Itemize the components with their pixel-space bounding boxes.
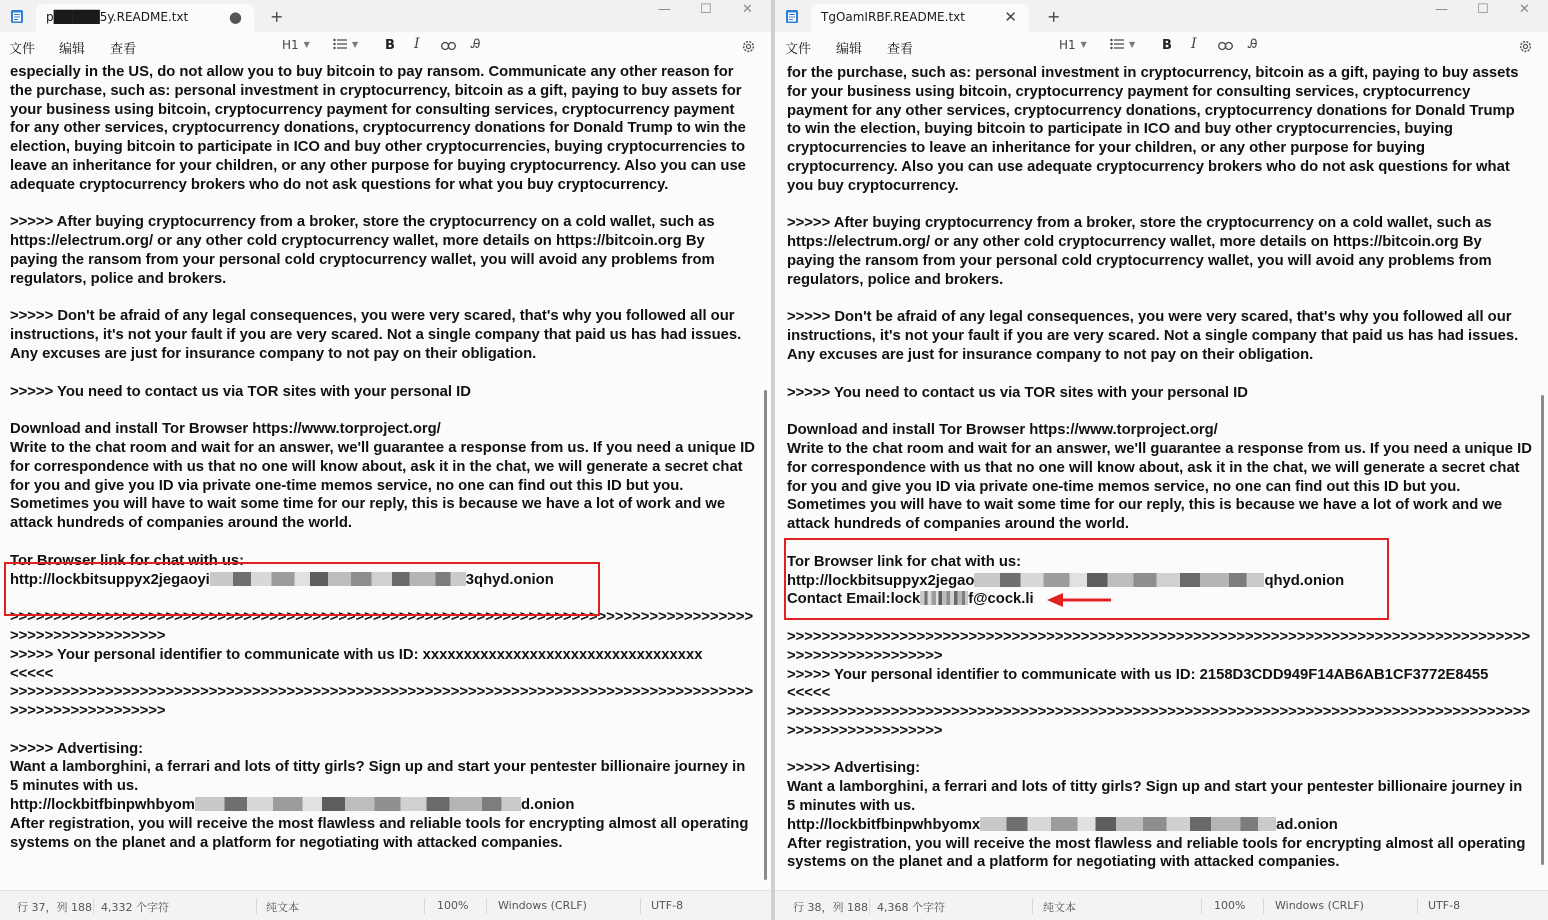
heading-dropdown[interactable] [1059, 38, 1087, 52]
paragraph: for the purchase, such as: personal investment in cryptocurrency, bitcoin as a gift, paying to buy assets for your business using bitcoin, cryptocurrency payment for consulting services, cryptocurrency payment for any other services, cryptocurrency donations, cryptocurrency donations for Donald Trump to win the election, buying bitcoin to participate in ICO and buy other cryptocurrencies, buying cryptocurrencies to leave an inheritance for your children, or any other purpose for buying cryptocurrency. Also you can use adequate cryptocurrency brokers who do not ask questions for what you buy cryptocurrency. [787, 65, 1523, 194]
divider [424, 898, 425, 914]
advertising-text: >>>>> Advertising: Want a lamborghini, a ferrari and lots of titty girls? Sign up and start your pentester billionaire journey in 5 minutes with us. [787, 760, 1523, 815]
chevrons-line: >>>>>>>>>>>>>>>>>>>>>>>>>>>>>>>>>>>>>>>>>>>>>>>>>>>>>>>>>>>>>>>>>>>>>>>>>>>>>>>>>>>>>>>>>>>>>>>>>>>>>>>> [10, 609, 754, 644]
tab-close-icon[interactable]: ✕ [1004, 8, 1017, 26]
menu-view[interactable]: 查看 [887, 42, 914, 57]
paragraph: especially in the US, do not allow you to buy bitcoin to pay ransom. Communicate any other reason for the purchase, such as: personal investment in cryptocurrency, bitcoin as a gift, paying to buy assets for your business using bitcoin, cryptocurrency payment for consulting services, cryptocurrency payment for any other services, cryptocurrency donations, cryptocurrency donations for Donald Trump to win the election, buying bitcoin to participate in ICO and buy other cryptocurrencies, buying cryptocurrencies to leave an inheritance for your children, or any other purpose for buying cryptocurrency. Also you can use adequate cryptocurrency brokers who do not ask questions for what you buy cryptocurrency. [10, 64, 751, 193]
file-tab[interactable] [36, 4, 254, 32]
divider [486, 898, 487, 914]
paragraph: >>>>> After buying cryptocurrency from a broker, store the cryptocurrency on a cold wallet, such as https://electrum.org/ or any other cold cryptocurrency wallet, more details on https://bitcoin.org By paying the ransom from your personal cold cryptocurrency wallet, you will avoid any problems from regulators, police and brokers. [10, 214, 719, 287]
divider [1032, 898, 1033, 914]
heading-label: H1 [1059, 38, 1076, 52]
paragraph: >>>>> After buying cryptocurrency from a broker, store the cryptocurrency on a cold wallet, such as https://electrum.org/ or any other cold cryptocurrency wallet, more details on https://bitcoin.org By paying the ransom from your personal cold cryptocurrency wallet, you will avoid any problems from regulators, police and brokers. [787, 215, 1496, 288]
chevrons-line: >>>>>>>>>>>>>>>>>>>>>>>>>>>>>>>>>>>>>>>>>>>>>>>>>>>>>>>>>>>>>>>>>>>>>>>>>>>>>>>>>>>>>>>>>>>>>>>>>>>>>>>> [787, 628, 1531, 664]
zoom-level[interactable]: 100% [437, 899, 469, 912]
document-text [787, 64, 1532, 872]
divider [640, 898, 641, 914]
character-count: 4,368 个字符 [877, 901, 945, 914]
divider [1263, 898, 1264, 914]
advertising-footer: After registration, you will receive the most flawless and reliable tools for encrypting almost all operating systems on the planet and a platform for negotiating with attacked companies. [787, 835, 1530, 871]
spellcheck-icon[interactable]: Ꭿ [1248, 37, 1258, 52]
menu-edit[interactable]: 编辑 [836, 42, 863, 57]
settings-gear-icon[interactable] [741, 39, 756, 54]
contact-email-start: Contact Email:lock [787, 591, 921, 608]
paragraph: >>>>> Don't be afraid of any legal consequences, you were very scared, that's why you followed all our instructions, it's not your fault if you are very scared. Not a single company that paid us has had issues. Any excuses are just for insurance company to not pay on their obligation. [787, 309, 1522, 363]
paragraph: Download and install Tor Browser https://www.torproject.org/ Write to the chat room and wait for an answer, we'll guarantee a response from us. If you need a unique ID for correspondence with us that no one will know about, ask it in the chat, we will generate a secret chat for you and give you ID via private one-time memos service, no one can find out this ID but you. Sometimes you will have to wait some time for our reply, this is because we have a lot of work and we attack hundreds of companies around the world. [10, 421, 755, 532]
tor-link-end: qhyd.onion [1264, 572, 1345, 589]
maximize-icon[interactable]: ☐ [1477, 2, 1489, 17]
advert-link-end: ad.onion [1276, 816, 1338, 833]
file-tab[interactable] [811, 4, 1029, 32]
scrollbar[interactable] [1541, 395, 1544, 865]
notepad-window-left [0, 0, 771, 920]
redacted-blur [195, 797, 521, 811]
italic-button[interactable]: I [1191, 36, 1197, 52]
tor-label: Tor Browser link for chat with us: [787, 553, 1022, 570]
chevron-down-icon: ▼ [303, 40, 310, 49]
text-format[interactable]: 纯文本 [1043, 901, 1076, 914]
spellcheck-icon[interactable]: Ꭿ [471, 37, 481, 52]
status-bar [775, 890, 1548, 920]
heading-dropdown[interactable] [282, 38, 310, 52]
maximize-icon[interactable]: ☐ [700, 2, 712, 17]
new-tab-button[interactable]: + [1047, 7, 1061, 26]
bold-button[interactable]: B [1162, 38, 1172, 53]
bullet-list-icon [1110, 38, 1124, 50]
minimize-icon[interactable]: — [1435, 2, 1448, 17]
divider [93, 898, 94, 914]
menu-file[interactable]: 文件 [785, 42, 812, 57]
cursor-position: 行 38，列 188 [793, 901, 868, 914]
advert-link-start: http://lockbitfbinpwhbyom [10, 797, 195, 814]
contact-email-end: f@cock.li [968, 591, 1034, 608]
notepad-icon [785, 8, 799, 24]
settings-gear-icon[interactable] [1518, 39, 1533, 54]
link-icon[interactable] [1218, 41, 1233, 51]
highlight-box [4, 562, 600, 616]
divider [1417, 898, 1418, 914]
chevron-down-icon: ▼ [1129, 40, 1136, 49]
paragraph: Download and install Tor Browser https://www.torproject.org/ Write to the chat room and wait for an answer, we'll guarantee a response from us. If you need a unique ID for correspondence with us that no one will know about, ask it in the chat, we will generate a secret chat for you and give you ID via private one-time memos service, no one can find out this ID but you. Sometimes you will have to wait some time for our reply, this is because we have a lot of work and we attack hundreds of companies around the world. [787, 422, 1532, 533]
document-text [10, 63, 755, 852]
tor-label: Tor Browser link for chat with us: [10, 552, 245, 569]
line-ending[interactable]: Windows (CRLF) [1275, 899, 1364, 912]
title-bar [775, 0, 1548, 32]
line-ending[interactable]: Windows (CRLF) [498, 899, 587, 912]
unsaved-indicator[interactable]: ● [228, 8, 242, 26]
heading-label: H1 [282, 38, 299, 52]
zoom-level[interactable]: 100% [1214, 899, 1246, 912]
divider [1201, 898, 1202, 914]
character-count: 4,332 个字符 [101, 901, 169, 914]
close-icon[interactable]: ✕ [1519, 2, 1530, 17]
advert-link-end: d.onion [520, 797, 575, 814]
paragraph: >>>>> You need to contact us via TOR sites with your personal ID [787, 384, 1248, 401]
bold-button[interactable]: B [385, 38, 395, 53]
tor-link-start: http://lockbitsuppyx2jegao [787, 572, 975, 589]
new-tab-button[interactable]: + [270, 7, 284, 26]
notepad-icon [10, 8, 24, 24]
text-format[interactable]: 纯文本 [266, 901, 299, 914]
tab-title: p█████5y.README.txt [46, 10, 189, 24]
title-bar [0, 0, 771, 32]
list-dropdown[interactable] [1110, 38, 1135, 52]
link-icon[interactable] [441, 41, 456, 51]
status-bar [0, 890, 771, 920]
redacted-blur [980, 817, 1276, 831]
text-editor[interactable] [0, 60, 771, 890]
tab-title: TgOamIRBF.README.txt [821, 10, 965, 24]
personal-id-line: >>>>> Your personal identifier to communicate with us ID: xxxxxxxxxxxxxxxxxxxxxxxxxxxxxxxxxx <<<<< [10, 646, 703, 682]
bullet-list-icon [333, 38, 347, 50]
chevrons-line: >>>>>>>>>>>>>>>>>>>>>>>>>>>>>>>>>>>>>>>>>>>>>>>>>>>>>>>>>>>>>>>>>>>>>>>>>>>>>>>>>>>>>>>>>>>>>>>>>>>>>>>> [10, 684, 754, 720]
chevrons-line: >>>>>>>>>>>>>>>>>>>>>>>>>>>>>>>>>>>>>>>>>>>>>>>>>>>>>>>>>>>>>>>>>>>>>>>>>>>>>>>>>>>>>>>>>>>>>>>>>>>>>>>> [787, 704, 1531, 739]
notepad-window-right [775, 0, 1548, 920]
tor-link-start: http://lockbitsuppyx2jegaoyi [10, 571, 210, 588]
menu-bar [775, 32, 1548, 60]
tor-link-end: 3qhyd.onion [465, 571, 554, 588]
divider [869, 898, 870, 914]
close-icon[interactable]: ✕ [742, 2, 753, 17]
highlight-box [784, 538, 1389, 620]
paragraph: >>>>> You need to contact us via TOR sites with your personal ID [10, 383, 471, 400]
advertising-footer: After registration, you will receive the most flawless and reliable tools for encrypting almost all operating systems on the planet and a platform for negotiating with attacked companies. [10, 815, 753, 851]
minimize-icon[interactable]: — [658, 2, 671, 17]
personal-id-line: >>>>> Your personal identifier to communicate with us ID: 2158D3CDD949F14AB6AB1CF3772E8455 <<<<< [787, 666, 1489, 702]
italic-button[interactable]: I [414, 36, 420, 52]
chevron-down-icon: ▼ [352, 40, 359, 49]
text-editor[interactable] [775, 60, 1548, 890]
scrollbar[interactable] [764, 390, 767, 880]
encoding[interactable]: UTF-8 [1428, 899, 1461, 912]
menu-view[interactable]: 查看 [110, 42, 137, 57]
encoding[interactable]: UTF-8 [651, 899, 684, 912]
divider [256, 898, 257, 914]
paragraph: >>>>> Don't be afraid of any legal consequences, you were very scared, that's why you followed all our instructions, it's not your fault if you are very scared. Not a single company that paid us has had issues. Any excuses are just for insurance company to not pay on their obligation. [10, 308, 745, 362]
menu-bar [0, 32, 771, 60]
chevron-down-icon: ▼ [1080, 40, 1087, 49]
list-dropdown[interactable] [333, 38, 358, 52]
menu-edit[interactable]: 编辑 [59, 42, 86, 57]
cursor-position: 行 37，列 188 [17, 901, 92, 914]
advertising-text: >>>>> Advertising: Want a lamborghini, a ferrari and lots of titty girls? Sign up and start your pentester billionaire journey in 5 minutes with us. [10, 740, 746, 795]
red-arrow-icon [1047, 593, 1113, 607]
advert-link-start: http://lockbitfbinpwhbyomx [787, 816, 981, 833]
menu-file[interactable]: 文件 [9, 42, 36, 57]
